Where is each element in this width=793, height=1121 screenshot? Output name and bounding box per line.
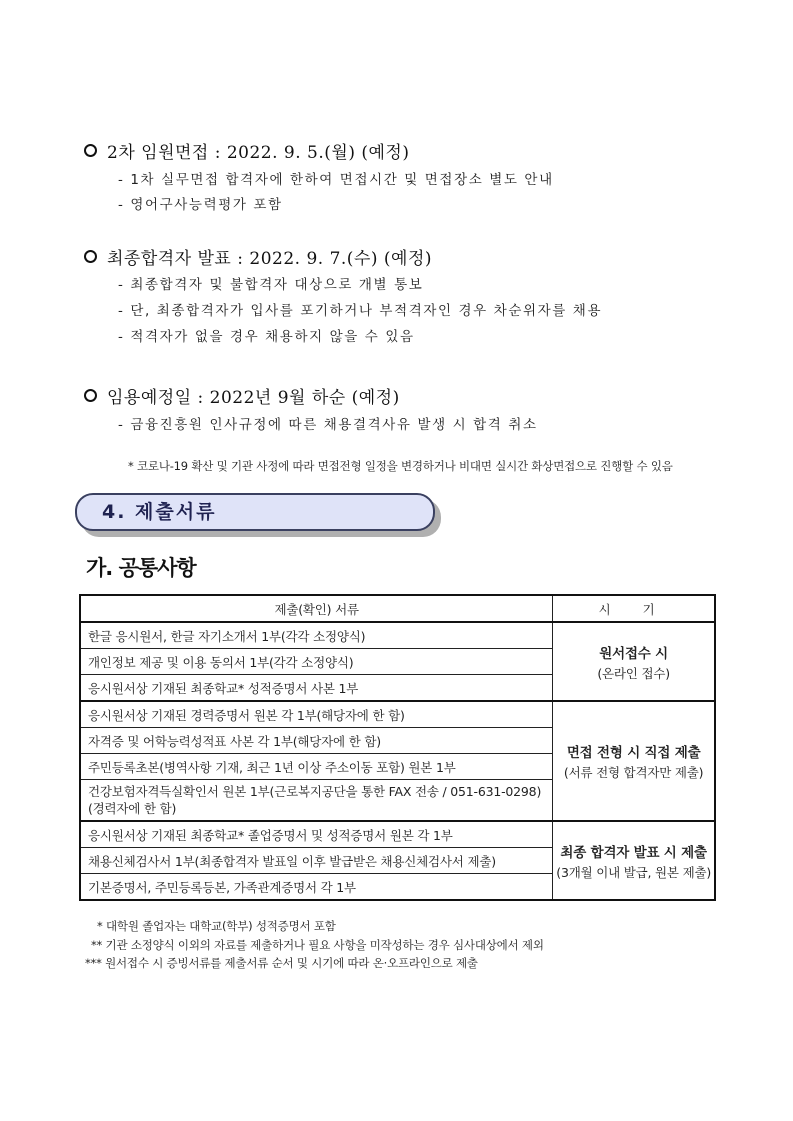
table-header-row (80, 595, 715, 622)
header-documents: 제출(확인) 서류 (80, 595, 553, 622)
schedule-item: - 금융진흥원 인사규정에 따른 채용결격사유 발생 시 합격 취소 (118, 417, 538, 433)
document-cell: 응시원서상 기재된 최종학교* 성적증명서 사본 1부 (80, 675, 553, 702)
period-main: 원서접수 시 (599, 645, 668, 662)
circle-bullet-icon (84, 250, 97, 263)
table-row (80, 701, 715, 728)
circle-bullet-icon (84, 144, 97, 157)
schedule-heading-appointment-date (84, 383, 400, 408)
document-cell: 개인정보 제공 및 이용 동의서 1부(각각 소정양식) (80, 649, 553, 675)
schedule-heading-executive-interview (84, 138, 409, 163)
schedule-item: - 적격자가 없을 경우 채용하지 않을 수 있음 (118, 329, 415, 345)
schedule-item: - 최종합격자 및 불합격자 대상으로 개별 통보 (118, 277, 424, 293)
heading-text: 최종합격자 발표 : 2022. 9. 7.(수) (예정) (107, 249, 433, 269)
footnote-2: ** 기관 소정양식 이외의 자료를 제출하거나 필요 사항을 미작성하는 경우 심사대상에서 제외 (91, 938, 544, 952)
heading-text: 2차 임원면접 : 2022. 9. 5.(월) (예정) (107, 143, 410, 163)
circle-bullet-icon (84, 389, 97, 402)
document-cell: 기본증명서, 주민등록등본, 가족관계증명서 각 1부 (80, 874, 553, 901)
document-cell: 건강보험자격득실확인서 원본 1부(근로복지공단을 통한 FAX 전송 / 051-631-0298) (경력자에 한 함) (80, 780, 553, 822)
table-row (80, 821, 715, 848)
schedule-heading-final-announcement (84, 244, 432, 269)
document-cell: 주민등록초본(병역사항 기재, 최근 1년 이상 주소이동 포함) 원본 1부 (80, 754, 553, 780)
document-cell: 응시원서상 기재된 최종학교* 졸업증명서 및 성적증명서 원본 각 1부 (80, 821, 553, 848)
table-row (80, 622, 715, 649)
section-title: 4. 제출서류 (102, 501, 217, 523)
covid-note: * 코로나-19 확산 및 기관 사정에 따라 면접전형 일정을 변경하거나 비대면 실시간 화상면접으로 진행할 수 있음 (128, 459, 673, 473)
period-sub: (3개월 이내 발급, 원본 제출) (556, 864, 711, 880)
period-cell-interview (553, 701, 715, 821)
document-cell: 한글 응시원서, 한글 자기소개서 1부(각각 소정양식) (80, 622, 553, 649)
required-documents-table (79, 594, 716, 901)
period-main: 최종 합격자 발표 시 제출 (560, 844, 707, 861)
period-cell-final (553, 821, 715, 900)
period-main: 면접 전형 시 직접 제출 (566, 745, 701, 761)
period-cell-application (553, 622, 715, 701)
document-cell: 응시원서상 기재된 경력증명서 원본 각 1부(해당자에 한 함) (80, 701, 553, 728)
document-cell: 자격증 및 어학능력성적표 사본 각 1부(해당자에 한 함) (80, 728, 553, 754)
period-sub: (온라인 접수) (597, 665, 670, 681)
document-cell: 채용신체검사서 1부(최종합격자 발표일 이후 발급받은 채용신체검사서 제출) (80, 848, 553, 874)
footnote-1: * 대학원 졸업자는 대학교(학부) 성적증명서 포함 (97, 919, 336, 933)
schedule-item: - 1차 실무면접 합격자에 한하여 면접시간 및 면접장소 별도 안내 (118, 172, 554, 188)
footnote-3: *** 원서접수 시 증빙서류를 제출서류 순서 및 시기에 따라 온·오프라인으로 제출 (85, 956, 478, 970)
header-period: 시 기 (553, 595, 715, 622)
schedule-item: - 단, 최종합격자가 입사를 포기하거나 부적격자인 경우 차순위자를 채용 (118, 303, 603, 319)
period-sub: (서류 전형 합격자만 제출) (563, 765, 704, 780)
schedule-item: - 영어구사능력평가 포함 (118, 197, 283, 213)
subsection-title: 가. 공통사항 (86, 556, 196, 580)
heading-text: 임용예정일 : 2022년 9월 하순 (예정) (107, 388, 400, 408)
